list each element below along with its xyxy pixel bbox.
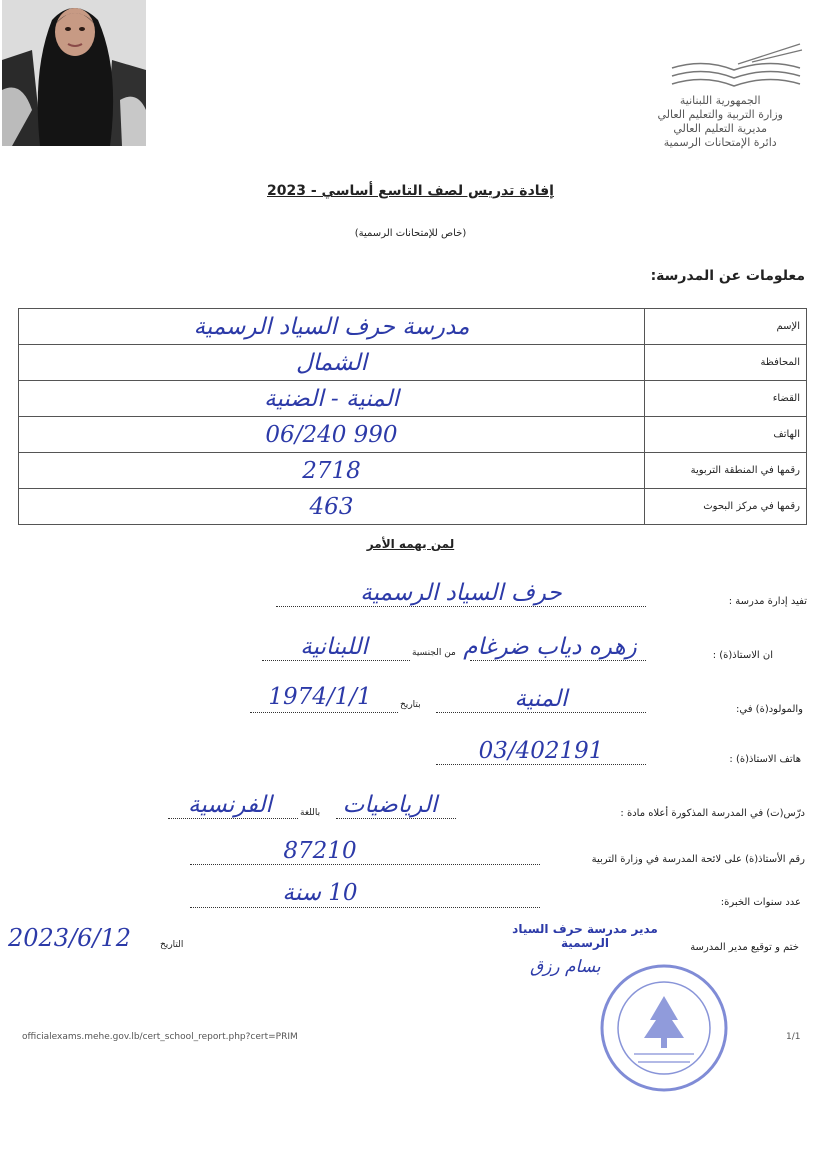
research-center-number-value: 463 [309, 493, 354, 520]
dotted-line [470, 660, 646, 661]
school-name-value: مدرسة حرف السياد الرسمية [193, 313, 470, 340]
teacher-number-value: 87210 [283, 838, 357, 864]
teacher-phone-value: 03/402191 [478, 738, 604, 764]
dotted-line [190, 864, 540, 865]
sign-date-value: 2023/6/12 [8, 924, 132, 952]
nationality-label: من الجنسية [412, 648, 456, 658]
governorate-label: المحافظة [645, 345, 807, 381]
governorate-value: الشمال [296, 349, 367, 376]
language-value: الفرنسية [188, 792, 272, 818]
document-title: إفادة تدريس لصف التاسع أساسي - 2023 [267, 183, 554, 199]
dotted-line [336, 818, 456, 819]
school-info-heading: معلومات عن المدرسة: [650, 268, 805, 284]
taught-subject-label: درّس(ت) في المدرسة المذكورة أعلاه مادة : [620, 808, 805, 819]
dotted-line [436, 712, 646, 713]
experience-value: 10 سنة [282, 880, 358, 906]
dotted-line [250, 712, 398, 713]
document-subtitle: (خاص للإمتحانات الرسمية) [354, 228, 467, 239]
sign-date-label: التاريخ [160, 940, 184, 950]
born-place-value: المنية [514, 686, 568, 712]
table-row [19, 417, 807, 453]
school-phone-label: الهاتف [645, 417, 807, 453]
table-row [19, 381, 807, 417]
teacher-name-value: زهره دياب ضرغام [463, 634, 637, 660]
ministry-header [657, 94, 783, 150]
born-place-label: والمولود(ة) في: [736, 704, 803, 715]
teacher-phone-label: هاتف الاستاذ(ة) : [729, 754, 801, 765]
dotted-line [168, 818, 298, 819]
district-label: القضاء [645, 381, 807, 417]
school-name-label: الإسم [645, 309, 807, 345]
teacher-number-label: رقم الأستاذ(ة) على لائحة المدرسة في وزارة التربية [591, 854, 805, 865]
page-number: 1/1 [786, 1032, 801, 1042]
ministry-line-2: وزارة التربية والتعليم العالي [657, 108, 783, 121]
dotted-line [276, 606, 646, 607]
teacher-label: ان الاستاذ(ة) : [712, 650, 773, 661]
district-value: المنية - الضنية [264, 385, 399, 412]
ministry-book-logo-icon [668, 40, 806, 90]
school-admin-value: حرف السياد الرسمية [360, 580, 562, 606]
school-phone-value: 06/240 990 [265, 421, 398, 448]
applicant-photo [2, 0, 146, 146]
school-info-table [18, 308, 807, 525]
birth-date-label: بتاريخ [400, 700, 421, 710]
dotted-line [262, 660, 410, 661]
experience-label: عدد سنوات الخبرة: [720, 897, 801, 908]
language-label: باللغة [300, 808, 321, 818]
school-stamp-icon [594, 958, 734, 1098]
principal-sign-label: ختم و توقيع مدير المدرسة [690, 942, 799, 953]
principal-name: بسام رزق [530, 957, 601, 977]
dotted-line [190, 907, 540, 908]
ministry-line-1: الجمهورية اللبنانية [679, 94, 761, 107]
subject-value: الرياضيات [342, 792, 438, 818]
principal-title: مدير مدرسة حرف السياد الرسمية [512, 922, 658, 950]
educational-zone-number-value: 2718 [302, 457, 361, 484]
table-row [19, 345, 807, 381]
nationality-value: اللبنانية [300, 634, 368, 660]
table-row [19, 309, 807, 345]
educational-zone-number-label: رقمها في المنطقة التربوية [645, 453, 807, 489]
ministry-line-4: دائرة الإمتحانات الرسمية [663, 136, 777, 149]
table-row [19, 453, 807, 489]
birth-date-value: 1974/1/1 [268, 684, 372, 710]
footer-url: officialexams.mehe.gov.lb/cert_school_report.php?cert=PRIM [22, 1032, 298, 1042]
ministry-line-3: مديرية التعليم العالي [673, 122, 768, 135]
to-whom-heading: لمن يهمه الأمر [366, 537, 455, 551]
table-row [19, 489, 807, 525]
research-center-number-label: رقمها في مركز البحوث [645, 489, 807, 525]
school-admin-label: تفيد إدارة مدرسة : [728, 596, 807, 607]
dotted-line [436, 764, 646, 765]
